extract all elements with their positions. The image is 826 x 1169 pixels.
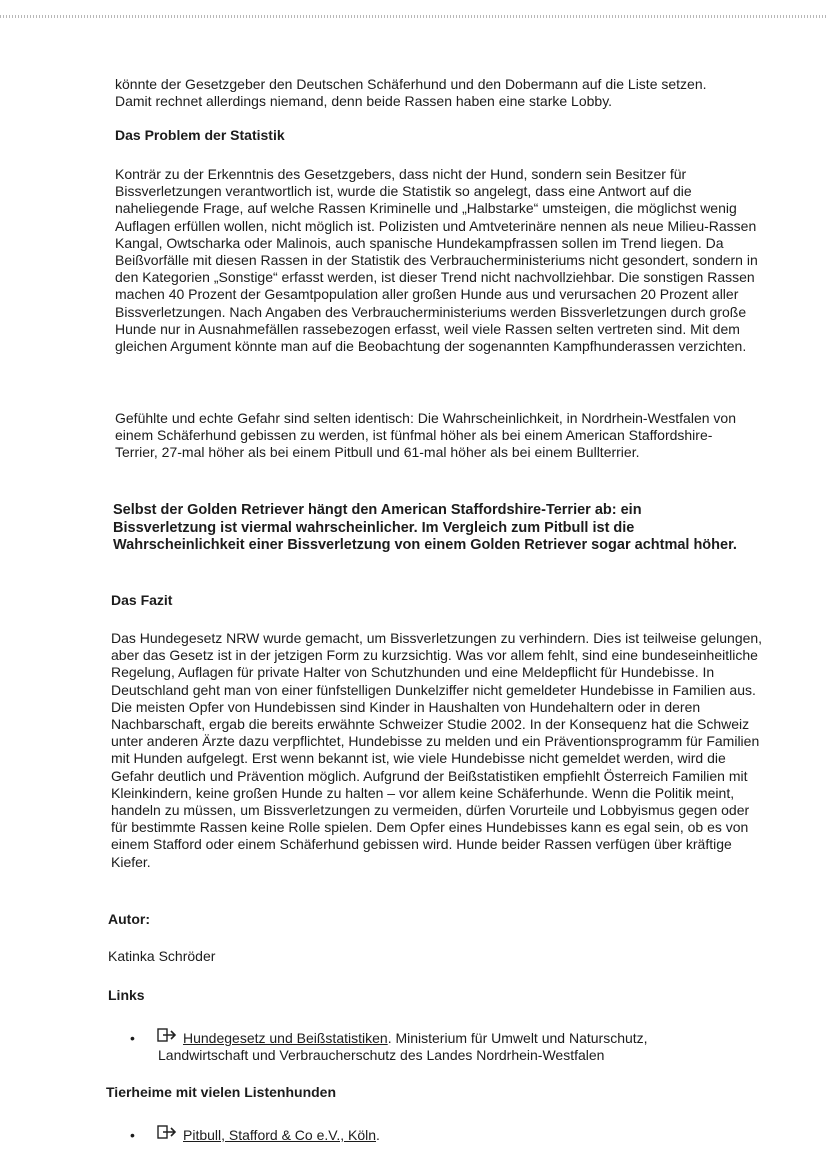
statistik-paragraph-bold: Selbst der Golden Retriever hängt den American Staffordshire-Terrier ab: ein Bissverletzung ist viermal wahrscheinlicher. Im Vergleich zum Pitbull ist die Wahrscheinlichkeit einer Bissverletzung von einem Golden Retriever sogar achtmal höher.: [113, 502, 737, 554]
external-link-icon[interactable]: [157, 1027, 177, 1043]
link-description-cont: Landwirtschaft und Verbraucherschutz des Landes Nordrhein-Westfalen: [158, 1047, 605, 1063]
links-item-line: [183, 1030, 648, 1046]
bullet-point: •: [130, 1030, 135, 1046]
links-list-item: [130, 1030, 750, 1070]
statistik-paragraph-2: Gefühlte und echte Gefahr sind selten identisch: Die Wahrscheinlichkeit, in Nordrhein-Westfalen von einem Schäferhund gebissen zu werden, ist fünfmal höher als bei einem American Staffordshire-Terrier, 27-mal höher als bei einem Pitbull und 61-mal höher als bei einem Bullterrier.: [115, 410, 736, 461]
intro-paragraph: könnte der Gesetzgeber den Deutschen Schäferhund und den Dobermann auf die Liste setzen. Damit rechnet allerdings niemand, denn beide Rassen haben eine starke Lobby.: [115, 76, 707, 110]
section-heading-statistik: Das Problem der Statistik: [115, 127, 285, 143]
shelters-list-item: [130, 1127, 750, 1149]
link-description: . Ministerium für Umwelt und Naturschutz,: [387, 1030, 648, 1046]
shelter-item-line: [183, 1127, 380, 1143]
links-label: Links: [108, 987, 145, 1003]
hundegesetz-link[interactable]: Hundegesetz und Beißstatistiken: [183, 1030, 388, 1046]
bullet-point: •: [130, 1127, 135, 1143]
external-link-icon[interactable]: [157, 1124, 177, 1140]
author-name: Katinka Schröder: [108, 948, 216, 964]
section-heading-fazit: Das Fazit: [111, 592, 173, 608]
pitbull-stafford-link[interactable]: Pitbull, Stafford & Co e.V., Köln: [183, 1127, 377, 1143]
shelters-label: Tierheime mit vielen Listenhunden: [106, 1084, 337, 1100]
shelter-suffix: .: [376, 1127, 380, 1143]
fazit-paragraph: Das Hundegesetz NRW wurde gemacht, um Bissverletzungen zu verhindern. Dies ist teilweise gelungen, aber das Gesetz ist in der jetzigen Form zu kurzsichtig. Was vor allem fehlt, sind eine bundeseinheitliche Regelung, Auflagen für private Halter von Schutzhunden und eine Meldepflicht für Hundebisse. In Deutschland geht man von einer fünfstelligen Dunkelziffer nicht gemeldeter Hundebisse in Familien aus. Die meisten Opfer von Hundebissen sind Kinder in Haushalten von Hundehaltern oder in deren Nachbarschaft, ergab die bereits erwähnte Schweizer Studie 2002. In der Konsequenz hat die Schweiz unter anderen Ärzte dazu verpflichtet, Hundebisse zu melden und ein Präventionsprogramm für Familien mit Hunden aufgelegt. Erst wenn bekannt ist, wie viele Hundebisse nicht gemeldet werden, wird die Gefahr deutlich und Prävention möglich. Aufgrund der Beißstatistiken empfiehlt Österreich Familien mit Kleinkindern, keine großen Hunde zu halten – vor allem keine Schäferhunde. Wenn die Politik meint, handeln zu müssen, um Bissverletzungen zu vermeiden, dürfen Vorurteile und Lobbyismus gegen oder für bestimmte Rassen keine Rolle spielen. Dem Opfer eines Hundebisses kann es egal sein, ob es von einem Stafford oder einem Schäferhund gebissen wird. Hunde beider Rassen verfügen über kräftige Kiefer.: [111, 630, 763, 870]
statistik-paragraph-1: Konträr zu der Erkenntnis des Gesetzgebers, dass nicht der Hund, sondern sein Besitzer für Bissverletzungen verantwortlich ist, wurde die Statistik so angelegt, dass eine Antwort auf die naheliegende Frage, auf welche Rassen Kriminelle und „Halbstarke“ umsteigen, die möglichst wenig Auflagen erfüllen wollen, nicht möglich ist. Polizisten und Amtveterinäre nennen als neue Milieu-Rassen Kangal, Owtscharka oder Malinois, auch spanische Hundekampfrassen sollen im Trend liegen. Da Beißvorfälle mit diesen Rassen in der Statistik des Verbraucherministeriums nicht gesondert, sondern in den Kategorien „Sonstige“ erfasst werden, ist dieser Trend nicht nachvollziehbar. Die sonstigen Rassen machen 40 Prozent der Gesamtpopulation aller großen Hunde aus und verursachen 20 Prozent aller Bissverletzungen. Nach Angaben des Verbraucherministeriums werden Bissverletzungen durch große Hunde nur in Ausnahmefällen rassebezogen erfasst, weil viele Rassen selten vertreten sind. Mit dem gleichen Argument könnte man auf die Beobachtung der sogenannten Kampfhunderassen verzichten.: [115, 166, 758, 355]
author-label: Autor:: [108, 911, 150, 927]
